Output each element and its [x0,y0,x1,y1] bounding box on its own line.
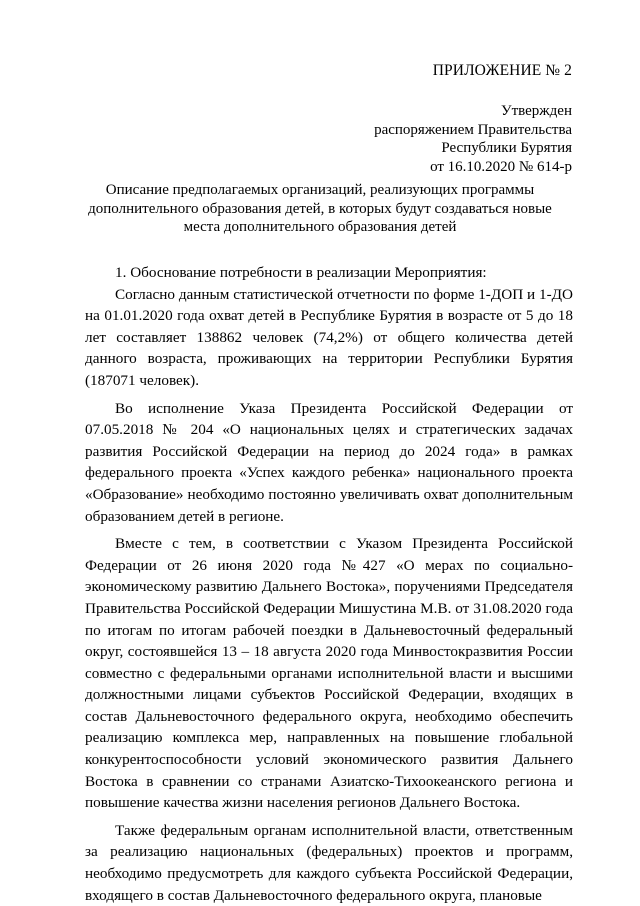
paragraph: Во исполнение Указа Президента Российской Федерации от 07.05.2018 № 204 «О национальных целях и стратегических задачах развития Российской Федерации на период до 2024 года» в рамках федерального проекта «Успех каждого ребенка» национального проекта «Образование» необходимо постоянно увеличивать охват дополнительным образованием детей в регионе. [85,399,573,525]
paragraph: Согласно данным статистической отчетности по форме 1-ДОП и 1-ДО на 01.01.2020 года охват детей в Республике Бурятия в возрасте от 5 до 18 лет составляет 138862 человек (74,2%) от общего количества детей данного возраста, проживающих на территории Республики Бурятия (187071 человек). [85,285,573,389]
title-line: дополнительного образования детей, в которых будут создаваться новые [88,200,552,217]
paragraph: Также федеральным органам исполнительной власти, ответственным за реализацию национальных (федеральных) проектов и программ, необходимо предусмотреть для каждого субъекта Российской Федерации, входящего в состав Дальневосточного федерального округа, плановые [85,821,573,904]
approval-line: от 16.10.2020 № 614-р [430,158,572,175]
document-body [85,262,573,906]
appendix-label: ПРИЛОЖЕНИЕ № 2 [432,62,572,79]
approval-line: Утвержден [500,103,572,119]
title-line: места дополнительного образования детей [183,219,457,235]
title-line: Описание предполагаемых организаций, реализующих программы [105,182,535,198]
paragraph: Вместе с тем, в соответствии с Указом Президента Российской Федерации от 26 июня 2020 года №427 «О мерах по социально-экономическому развитию Дальнего Востока», поручениями Председателя Правительства Российской Федерации Мишустина М.В. от 31.08.2020 года по итогам по итогам рабочей поездки в Дальневосточный федеральный округ, состоявшейся 13 – 18 августа 2020 года Минвостокразвития России совместно с федеральными органами исполнительной власти и высшими должностными лицами субъектов Российской Федерации, входящих в состав Дальневосточного федерального округа, необходимо обеспечить реализацию комплекса мер, направленных на повышение глобальной конкурентоспособности условий экономического развития Дальнего Востока в сравнении со странами Азиатско-Тихоокеанского региона и повышение качества жизни населения регионов Дальнего Востока. [85,535,573,812]
approval-block [374,102,572,176]
approval-line: распоряжением Правительства [374,121,572,138]
approval-line: Республики Бурятия [441,140,572,156]
section-heading: 1. Обоснование потребности в реализации Мероприятия: [115,264,487,281]
document-title [60,181,580,237]
